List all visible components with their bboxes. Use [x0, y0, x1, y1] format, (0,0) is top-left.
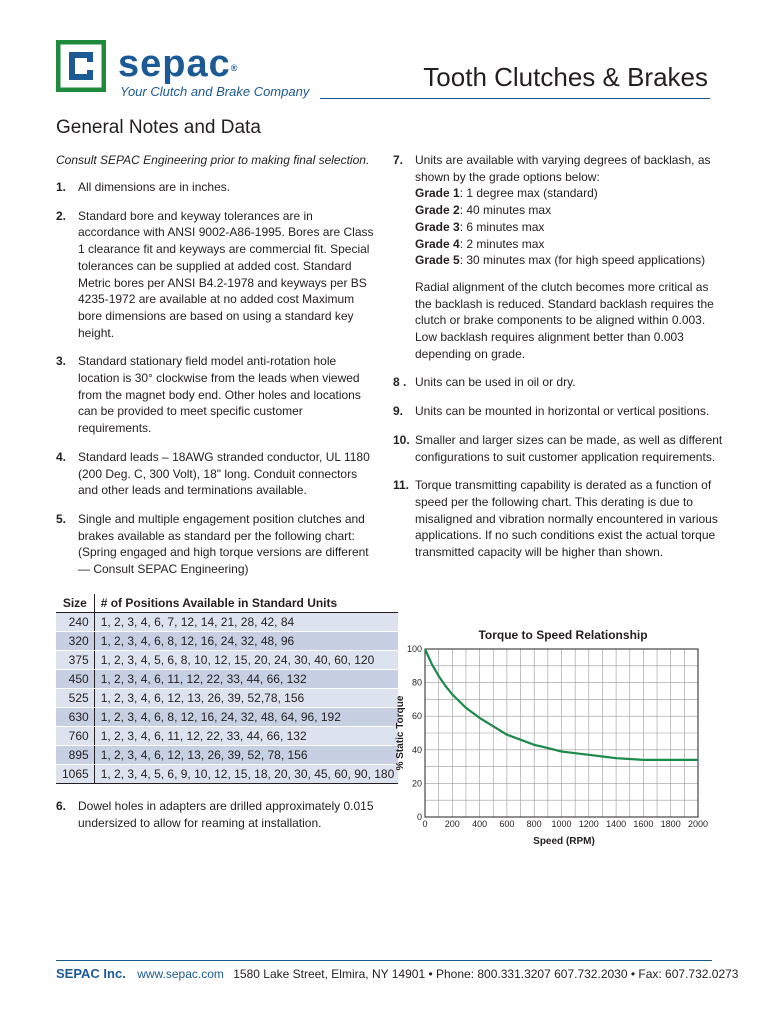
note-1: 1. All dimensions are in inches.	[56, 180, 231, 194]
grade-item: Grade 4: 2 minutes max	[415, 236, 545, 251]
x-tick-label: 1400	[606, 819, 627, 829]
y-tick-label: 40	[411, 744, 422, 755]
right-column	[393, 152, 723, 573]
table-row	[56, 708, 398, 727]
table-cell-positions: 1, 2, 3, 4, 6, 12, 13, 26, 39, 52,78, 156	[94, 689, 398, 708]
note-9: 9. Units can be mounted in horizontal or vertical positions.	[393, 404, 710, 419]
table-cell-size: 375	[56, 651, 94, 670]
note-7: 7. Units are available with varying degrees of backlash, as shown by the grade options below: Grade 1: 1 degree max (standard) Grade 2: 40 minutes max Grade 3: 6 minutes max Grade 4: 2 minutes max Grade 5: 30 minutes max (for high speed applications) Radial alignment of the clutch becomes more critical as the backlash is reduced. Standard backlash requires the clutch or brake components to be aligned within 0.003. Low backlash requires alignment better than 0.003 depending on grade.	[393, 152, 723, 362]
x-tick-label: 1200	[578, 819, 599, 829]
table-cell-size: 450	[56, 670, 94, 689]
table-row	[56, 689, 398, 708]
table-cell-positions: 1, 2, 3, 4, 6, 12, 13, 26, 39, 52, 78, 156	[94, 746, 398, 765]
table-cell-positions: 1, 2, 3, 4, 5, 6, 8, 10, 12, 15, 20, 24, 30, 40, 60, 120	[94, 651, 398, 670]
chart-title: Torque to Speed Relationship	[478, 628, 648, 642]
chart-y-axis-label: % Static Torque	[395, 695, 406, 771]
grade-item: Grade 5: 30 minutes max (for high speed applications)	[415, 253, 706, 268]
title-divider	[320, 98, 710, 99]
footer-company: SEPAC Inc.	[56, 966, 126, 981]
table-row	[56, 613, 398, 632]
table-cell-positions: 1, 2, 3, 4, 6, 8, 12, 16, 24, 32, 48, 96	[94, 632, 398, 651]
x-tick-label: 200	[444, 819, 460, 829]
table-cell-positions: 1, 2, 3, 4, 5, 6, 9, 10, 12, 15, 18, 20, 30, 45, 60, 90, 180	[94, 765, 398, 784]
note-10: 10. Smaller and larger sizes can be made, as well as different configurations to suit customer application requirements.	[393, 432, 723, 464]
table-cell-positions: 1, 2, 3, 4, 6, 11, 12, 22, 33, 44, 66, 132	[94, 727, 398, 746]
chart-x-axis-label: Speed (RPM)	[533, 836, 595, 847]
x-tick-label: 1800	[660, 819, 681, 829]
table-cell-size: 320	[56, 632, 94, 651]
torque-speed-chart	[393, 625, 723, 855]
grade-list	[415, 185, 723, 269]
note-8: 8 . Units can be used in oil or dry.	[393, 375, 576, 390]
note-11: 11. Torque transmitting capability is derated as a function of speed per the following chart. This derating is due to misaligned and vibration normally encountered in various applications. If no such conditions exist the actual torque transmitted capacity will be higher than shown.	[393, 478, 718, 560]
x-tick-label: 2000	[687, 819, 709, 829]
y-tick-label: 0	[416, 812, 422, 822]
note-4: 4. Standard leads – 18AWG stranded conductor, UL 1180 (200 Deg. C, 300 Volt), 18" long. Conduit connectors and other leads and terminations available.	[56, 449, 370, 498]
x-tick-label: 1000	[551, 819, 572, 829]
table-cell-size: 1065	[56, 765, 94, 784]
grade-item: Grade 3: 6 minutes max	[415, 219, 545, 234]
table-cell-size: 240	[56, 613, 94, 632]
note-5: 5. Single and multiple engagement position clutches and brakes available as standard per the following chart: (Spring engaged and high torque versions are different — Consult SEPAC Engineering)	[56, 511, 369, 577]
x-tick-label: 1600	[633, 819, 654, 829]
y-tick-label: 80	[411, 677, 422, 688]
grade-item: Grade 1: 1 degree max (standard)	[415, 186, 598, 201]
table-cell-size: 525	[56, 689, 94, 708]
alignment-note: Radial alignment of the clutch becomes more critical as the backlash is reduced. Standard backlash requires the clutch or brake components to be aligned within 0.003. Low backlash requires alignment better than 0.003 depending on grade.	[415, 279, 714, 361]
y-tick-label: 100	[406, 644, 422, 654]
positions-table	[56, 594, 398, 785]
table-row	[56, 765, 398, 784]
x-tick-label: 800	[526, 819, 542, 829]
footer-website-link[interactable]: www.sepac.com	[137, 967, 224, 981]
table-header-row	[56, 594, 398, 613]
table-row	[56, 727, 398, 746]
x-tick-label: 400	[472, 819, 488, 829]
footer-contact: 1580 Lake Street, Elmira, NY 14901 • Phone: 800.331.3207 607.732.2030 • Fax: 607.732.0273	[233, 967, 739, 981]
table-cell-positions: 1, 2, 3, 4, 6, 7, 12, 14, 21, 28, 42, 84	[94, 613, 398, 632]
grade-item: Grade 2: 40 minutes max	[415, 203, 552, 218]
y-tick-label: 60	[411, 711, 422, 722]
table-row	[56, 651, 398, 670]
brand-name: sepac®	[118, 43, 239, 85]
note-3: 3. Standard stationary field model anti-rotation hole location is 30° clockwise from the leads when viewed from the magnet body end. Other holes and locations can be provided to meet specific customer requirements.	[56, 354, 361, 436]
table-cell-size: 895	[56, 746, 94, 765]
footer	[56, 966, 738, 981]
note-6: 6. Dowel holes in adapters are drilled approximately 0.015 undersized to allow for reaming at installation.	[56, 799, 374, 830]
x-tick-label: 600	[499, 819, 515, 829]
sepac-logo	[56, 40, 316, 102]
table-row	[56, 746, 398, 765]
note-2: 2. Standard bore and keyway tolerances are in accordance with ANSI 9002-A86-1995. Bores are Class 1 clearance fit and keyways are commercial fit. Special tolerances can be supplied at added cost. Standard Metric bores per ANSI B4.2-1978 and keyways per BS 4235-1972 are available at no added cost Maximum bore dimensions are based on using a standard key height.	[56, 208, 374, 340]
section-title: General Notes and Data	[56, 117, 261, 138]
table-header-positions: # of Positions Available in Standard Units	[94, 594, 398, 613]
x-tick-label: 0	[422, 819, 428, 829]
table-cell-positions: 1, 2, 3, 4, 6, 8, 12, 16, 24, 32, 48, 64, 96, 192	[94, 708, 398, 727]
chart-grid	[425, 649, 698, 817]
table-cell-size: 760	[56, 727, 94, 746]
table-row	[56, 670, 398, 689]
brand-tagline: Your Clutch and Brake Company	[120, 84, 310, 99]
table-cell-positions: 1, 2, 3, 4, 6, 11, 12, 22, 33, 44, 66, 132	[94, 670, 398, 689]
y-tick-label: 20	[411, 778, 422, 789]
document-title: Tooth Clutches & Brakes	[423, 62, 708, 92]
table-header-size: Size	[56, 594, 94, 613]
sepac-logo-mark-icon	[56, 40, 106, 92]
left-column	[56, 152, 395, 844]
table-row	[56, 632, 398, 651]
intro-note: Consult SEPAC Engineering prior to making final selection.	[56, 153, 370, 167]
table-cell-size: 630	[56, 708, 94, 727]
footer-divider	[56, 960, 712, 961]
